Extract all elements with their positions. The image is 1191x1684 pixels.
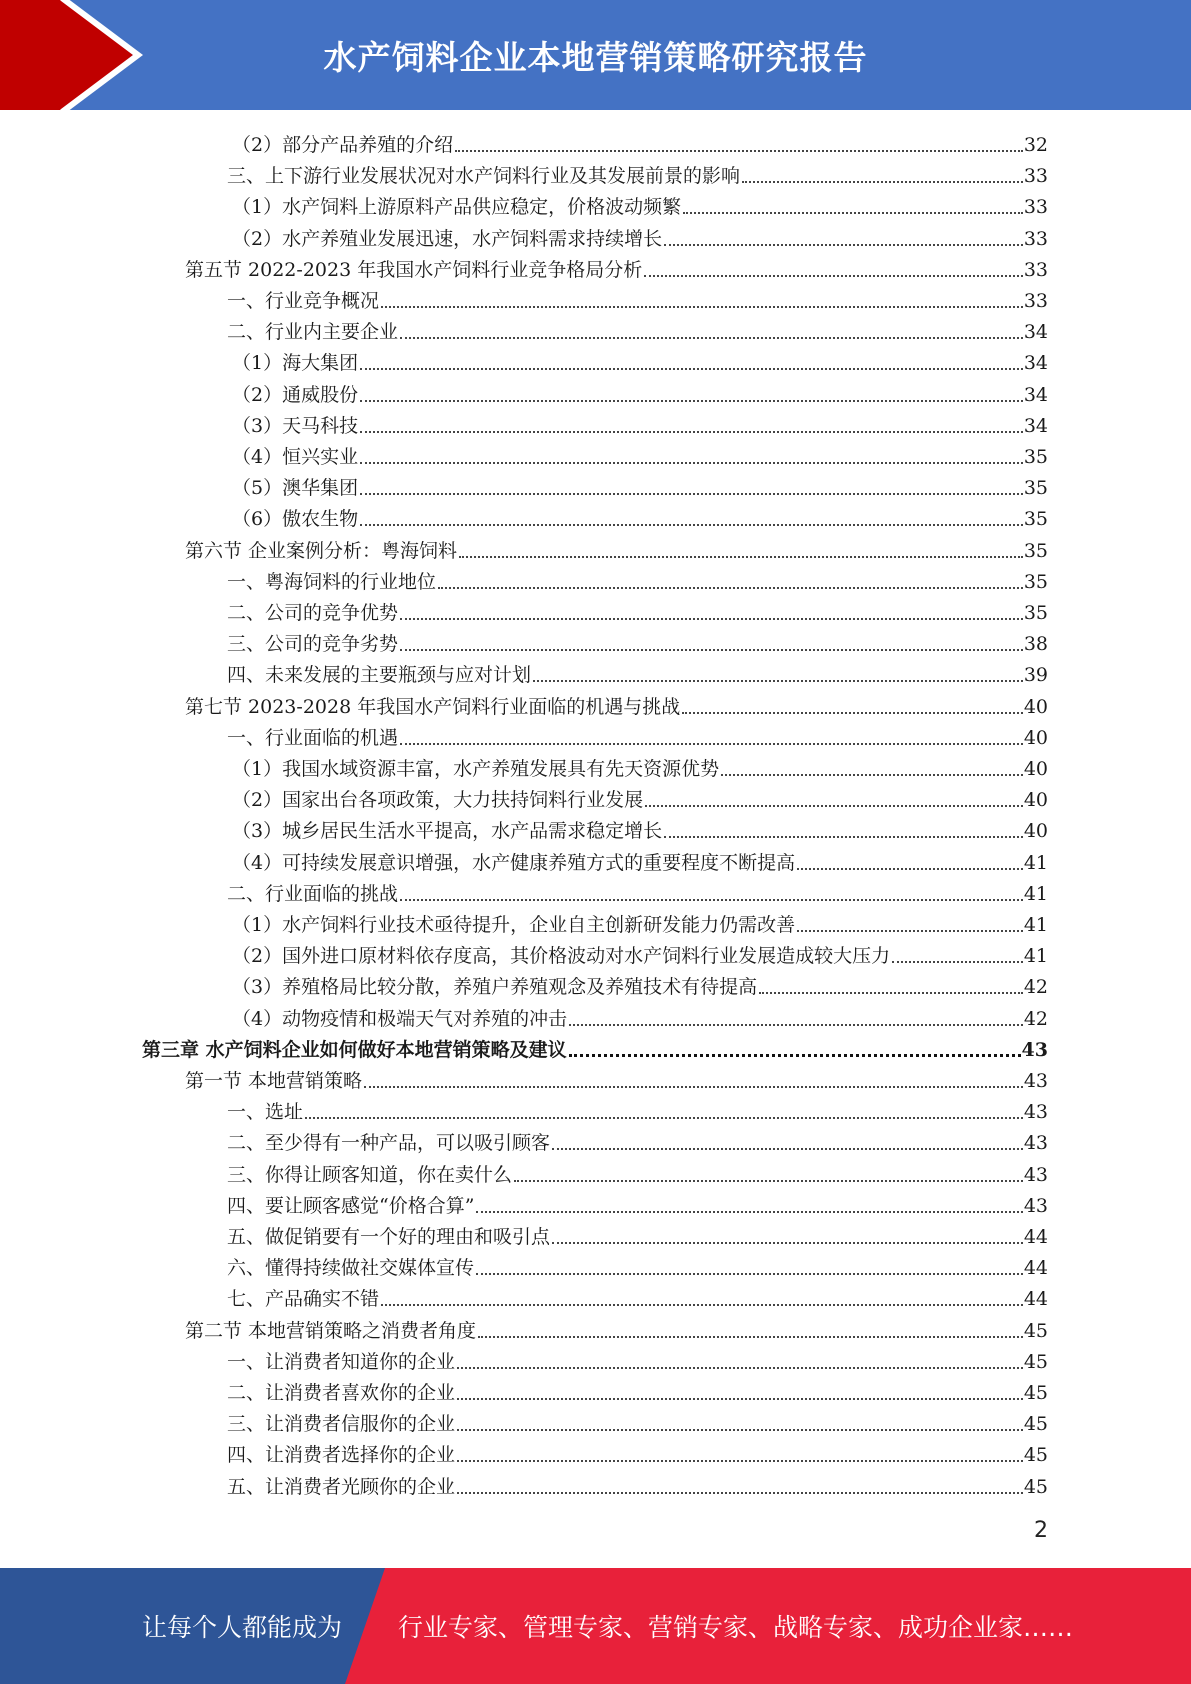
toc-entry-row[interactable] <box>232 345 1048 376</box>
toc-dot-leader <box>683 212 1023 214</box>
toc-page-number: 33 <box>1023 290 1048 312</box>
toc-section-row[interactable] <box>185 1313 1048 1344</box>
toc-entry-title: 三、让消费者信服你的企业 <box>227 1413 456 1436</box>
toc-dot-leader <box>644 275 1023 277</box>
toc-entry-row[interactable] <box>227 283 1048 314</box>
toc-dot-leader <box>400 337 1023 339</box>
toc-page-number: 35 <box>1023 539 1048 562</box>
toc-entry-row[interactable] <box>232 845 1048 876</box>
toc-entry-title: 三、公司的竞争劣势 <box>227 633 399 656</box>
toc-entry-row[interactable] <box>227 1344 1048 1375</box>
toc-entry-title: （1）水产饲料上游原料产品供应稳定，价格波动频繁 <box>232 196 682 219</box>
toc-entry-row[interactable] <box>227 595 1048 626</box>
toc-entry-title: 七、产品确实不错 <box>227 1288 380 1311</box>
toc-page-number: 35 <box>1023 508 1048 531</box>
chevron-arrow-icon <box>0 0 160 110</box>
toc-entry-row[interactable] <box>232 377 1048 408</box>
toc-dot-leader <box>552 1242 1023 1244</box>
toc-page-number: 45 <box>1023 1413 1048 1436</box>
toc-entry-title: 第六节 企业案例分析：粤海饲料 <box>185 539 458 562</box>
toc-entry-title: （1）海大集团 <box>232 352 359 375</box>
toc-entry-title: （2）通威股份 <box>232 383 359 406</box>
toc-entry-row[interactable] <box>232 221 1048 252</box>
toc-entry-title: （1）水产饲料行业技术亟待提升，企业自主创新研发能力仍需改善 <box>232 914 796 936</box>
toc-entry-title: 六、懂得持续做社交媒体宣传 <box>227 1257 475 1280</box>
toc-entry-title: 二、让消费者喜欢你的企业 <box>227 1382 456 1404</box>
toc-entry-row[interactable] <box>232 782 1048 813</box>
toc-section-row[interactable] <box>185 533 1048 564</box>
toc-entry-row[interactable] <box>227 1281 1048 1312</box>
toc-page-number: 32 <box>1023 134 1048 156</box>
toc-entry-row[interactable] <box>232 189 1048 220</box>
toc-dot-leader <box>400 649 1023 651</box>
toc-entry-row[interactable] <box>232 1001 1048 1032</box>
toc-entry-row[interactable] <box>227 720 1048 751</box>
toc-entry-row[interactable] <box>227 1125 1048 1156</box>
toc-page-number: 34 <box>1023 414 1048 437</box>
toc-dot-leader <box>455 150 1023 152</box>
toc-entry-title: （5）澳华集团 <box>232 477 359 500</box>
toc-entry-row[interactable] <box>232 907 1048 938</box>
toc-dot-leader <box>478 1336 1023 1338</box>
toc-dot-leader <box>360 431 1023 433</box>
toc-entry-title: 一、选址 <box>227 1101 304 1124</box>
toc-page-number: 34 <box>1023 383 1048 406</box>
toc-page-number: 45 <box>1023 1475 1048 1498</box>
toc-entry-title: 四、让消费者选择你的企业 <box>227 1444 456 1467</box>
toc-entry-title: 第二节 本地营销策略之消费者角度 <box>185 1319 477 1342</box>
toc-page-number: 40 <box>1023 820 1048 843</box>
toc-entry-title: 一、行业竞争概况 <box>227 290 380 312</box>
toc-entry-row[interactable] <box>232 938 1048 969</box>
toc-entry-row[interactable] <box>227 657 1048 688</box>
toc-dot-leader <box>457 1398 1023 1400</box>
footer-slogan-left: 让每个人都能成为 <box>142 1613 343 1642</box>
toc-entry-row[interactable] <box>227 1250 1048 1281</box>
toc-entry-title: 二、行业内主要企业 <box>227 321 399 344</box>
toc-entry-row[interactable] <box>227 876 1048 907</box>
toc-entry-row[interactable] <box>227 1375 1048 1406</box>
toc-dot-leader <box>721 774 1023 776</box>
toc-dot-leader <box>360 368 1023 370</box>
toc-entry-row[interactable] <box>232 969 1048 1000</box>
toc-chapter-row[interactable] <box>142 1032 1048 1063</box>
toc-page-number: 41 <box>1023 882 1048 905</box>
toc-entry-title: 二、行业面临的挑战 <box>227 882 399 905</box>
toc-entry-title: 四、未来发展的主要瓶颈与应对计划 <box>227 664 532 687</box>
toc-entry-title: 四、要让顾客感觉“价格合算” <box>227 1194 475 1217</box>
toc-dot-leader <box>759 992 1023 994</box>
footer-banner <box>0 1568 1191 1684</box>
toc-entry-row[interactable] <box>227 314 1048 345</box>
toc-entry-title: （4）可持续发展意识增强，水产健康养殖方式的重要程度不断提高 <box>232 851 796 874</box>
toc-page-number: 43 <box>1023 1163 1048 1186</box>
toc-page-number: 45 <box>1023 1382 1048 1404</box>
toc-dot-leader <box>364 1086 1023 1088</box>
toc-entry-row[interactable] <box>232 813 1048 844</box>
toc-dot-leader <box>552 1148 1023 1150</box>
toc-dot-leader <box>400 743 1023 745</box>
toc-dot-leader <box>457 1460 1023 1462</box>
toc-page-number: 39 <box>1023 664 1048 687</box>
toc-page-number: 40 <box>1023 726 1048 749</box>
toc-page-number: 35 <box>1023 477 1048 500</box>
toc-section-row[interactable] <box>185 1063 1048 1094</box>
toc-dot-leader <box>664 244 1023 246</box>
toc-page-number: 44 <box>1023 1257 1048 1280</box>
toc-entry-title: （3）天马科技 <box>232 414 359 437</box>
toc-page-number: 34 <box>1023 321 1048 344</box>
toc-page-number: 44 <box>1023 1288 1048 1311</box>
toc-entry-title: 一、让消费者知道你的企业 <box>227 1350 456 1373</box>
toc-page-number: 45 <box>1023 1350 1048 1373</box>
toc-dot-leader <box>892 961 1023 963</box>
toc-entry-title: （2）水产养殖业发展迅速，水产饲料需求持续增长 <box>232 227 663 250</box>
toc-page-number: 33 <box>1023 165 1048 188</box>
toc-dot-leader <box>569 1024 1023 1026</box>
toc-page-number: 43 <box>1023 1194 1048 1217</box>
toc-dot-leader <box>797 868 1023 870</box>
toc-entry-title: 二、公司的竞争优势 <box>227 602 399 624</box>
toc-entry-row[interactable] <box>232 127 1048 158</box>
toc-entry-row[interactable] <box>227 1469 1048 1500</box>
toc-page-number: 38 <box>1023 633 1048 656</box>
toc-dot-leader <box>533 680 1023 682</box>
toc-entry-row[interactable] <box>232 501 1048 532</box>
toc-entry-title: （1）我国水域资源丰富，水产养殖发展具有先天资源优势 <box>232 758 720 780</box>
toc-dot-leader <box>797 930 1023 932</box>
toc-entry-title: （3）城乡居民生活水平提高，水产品需求稳定增长 <box>232 820 663 843</box>
toc-dot-leader <box>400 618 1023 620</box>
toc-entry-title: 五、做促销要有一个好的理由和吸引点 <box>227 1226 551 1248</box>
toc-page-number: 35 <box>1023 570 1048 593</box>
toc-dot-leader <box>438 587 1023 589</box>
toc-entry-title: （4）动物疫情和极端天气对养殖的冲击 <box>232 1007 568 1030</box>
toc-page-number: 34 <box>1023 352 1048 375</box>
toc-dot-leader <box>381 306 1023 308</box>
toc-page-number: 43 <box>1021 1038 1048 1061</box>
toc-entry-row[interactable] <box>232 408 1048 439</box>
toc-dot-leader <box>360 524 1023 526</box>
toc-entry-title: 一、行业面临的机遇 <box>227 726 399 749</box>
toc-page-number: 42 <box>1023 1007 1048 1030</box>
toc-entry-row[interactable] <box>227 626 1048 657</box>
toc-page-number: 41 <box>1023 851 1048 874</box>
toc-page-number: 43 <box>1023 1101 1048 1124</box>
toc-entry-title: 第五节 2022-2023 年我国水产饲料行业竞争格局分析 <box>185 258 643 281</box>
toc-section-row[interactable] <box>185 252 1048 283</box>
toc-page-number: 33 <box>1023 196 1048 219</box>
toc-entry-row[interactable] <box>227 1219 1048 1250</box>
toc-dot-leader <box>459 556 1023 558</box>
toc-dot-leader <box>664 836 1023 838</box>
toc-dot-leader <box>569 1054 1021 1057</box>
toc-page-number: 41 <box>1023 945 1048 968</box>
toc-dot-leader <box>682 712 1023 714</box>
toc-page-number: 42 <box>1023 976 1048 999</box>
toc-entry-row[interactable] <box>232 439 1048 470</box>
toc-dot-leader <box>514 1180 1023 1182</box>
toc-entry-row[interactable] <box>227 564 1048 595</box>
toc-dot-leader <box>457 1429 1023 1431</box>
toc-dot-leader <box>457 1492 1023 1494</box>
toc-entry-title: （2）国家出台各项政策，大力扶持饲料行业发展 <box>232 789 644 812</box>
toc-dot-leader <box>360 400 1023 402</box>
toc-dot-leader <box>305 1117 1023 1119</box>
report-header <box>0 0 1191 110</box>
toc-page-number: 41 <box>1023 914 1048 936</box>
toc-dot-leader <box>400 899 1023 901</box>
toc-entry-row[interactable] <box>232 751 1048 782</box>
toc-entry-row[interactable] <box>227 1094 1048 1125</box>
toc-entry-row[interactable] <box>227 1157 1048 1188</box>
toc-entry-row[interactable] <box>232 470 1048 501</box>
toc-page-number: 35 <box>1023 602 1048 624</box>
toc-section-row[interactable] <box>185 689 1048 720</box>
toc-dot-leader <box>645 805 1023 807</box>
toc-entry-row[interactable] <box>227 1437 1048 1468</box>
toc-entry-title: （2）部分产品养殖的介绍 <box>232 134 454 156</box>
toc-page-number: 44 <box>1023 1226 1048 1248</box>
toc-dot-leader <box>381 1304 1023 1306</box>
toc-entry-title: 第三章 水产饲料企业如何做好本地营销策略及建议 <box>142 1038 567 1061</box>
toc-page-number: 43 <box>1023 1070 1048 1092</box>
toc-entry-title: 二、至少得有一种产品，可以吸引顾客 <box>227 1132 551 1155</box>
report-title: 水产饲料企业本地营销策略研究报告 <box>323 37 868 77</box>
toc-entry-row[interactable] <box>227 158 1048 189</box>
toc-dot-leader <box>457 1367 1023 1369</box>
toc-entry-title: 三、上下游行业发展状况对水产饲料行业及其发展前景的影响 <box>227 165 741 188</box>
toc-page-number: 45 <box>1023 1319 1048 1342</box>
toc-entry-title: 第七节 2023-2028 年我国水产饲料行业面临的机遇与挑战 <box>185 695 681 718</box>
toc-entry-title: 一、粤海饲料的行业地位 <box>227 570 437 593</box>
toc-dot-leader <box>360 462 1023 464</box>
toc-page-number: 45 <box>1023 1444 1048 1467</box>
toc-entry-title: （4）恒兴实业 <box>232 446 359 468</box>
toc-page-number: 40 <box>1023 758 1048 780</box>
toc-dot-leader <box>476 1211 1022 1213</box>
toc-dot-leader <box>360 493 1023 495</box>
toc-page-number: 40 <box>1023 695 1048 718</box>
toc-entry-row[interactable] <box>227 1406 1048 1437</box>
toc-entry-title: 第一节 本地营销策略 <box>185 1070 363 1092</box>
toc-dot-leader <box>476 1273 1023 1275</box>
toc-page-number: 40 <box>1023 789 1048 812</box>
toc-entry-title: （6）傲农生物 <box>232 508 359 531</box>
page-number: 2 <box>1034 1518 1048 1543</box>
toc-entry-title: 三、你得让顾客知道，你在卖什么 <box>227 1163 513 1186</box>
toc-page-number: 33 <box>1023 227 1048 250</box>
toc-page-number: 33 <box>1023 258 1048 281</box>
toc-entry-title: （2）国外进口原材料依存度高，其价格波动对水产饲料行业发展造成较大压力 <box>232 945 891 968</box>
footer-slogan-right: 行业专家、管理专家、营销专家、战略专家、成功企业家…… <box>398 1613 1074 1642</box>
toc-page-number: 35 <box>1023 446 1048 468</box>
toc-entry-title: （3）养殖格局比较分散，养殖户养殖观念及养殖技术有待提高 <box>232 976 758 999</box>
toc-dot-leader <box>742 181 1023 183</box>
toc-page-number: 43 <box>1023 1132 1048 1155</box>
toc-entry-row[interactable] <box>227 1188 1048 1219</box>
toc-entry-title: 五、让消费者光顾你的企业 <box>227 1475 456 1498</box>
